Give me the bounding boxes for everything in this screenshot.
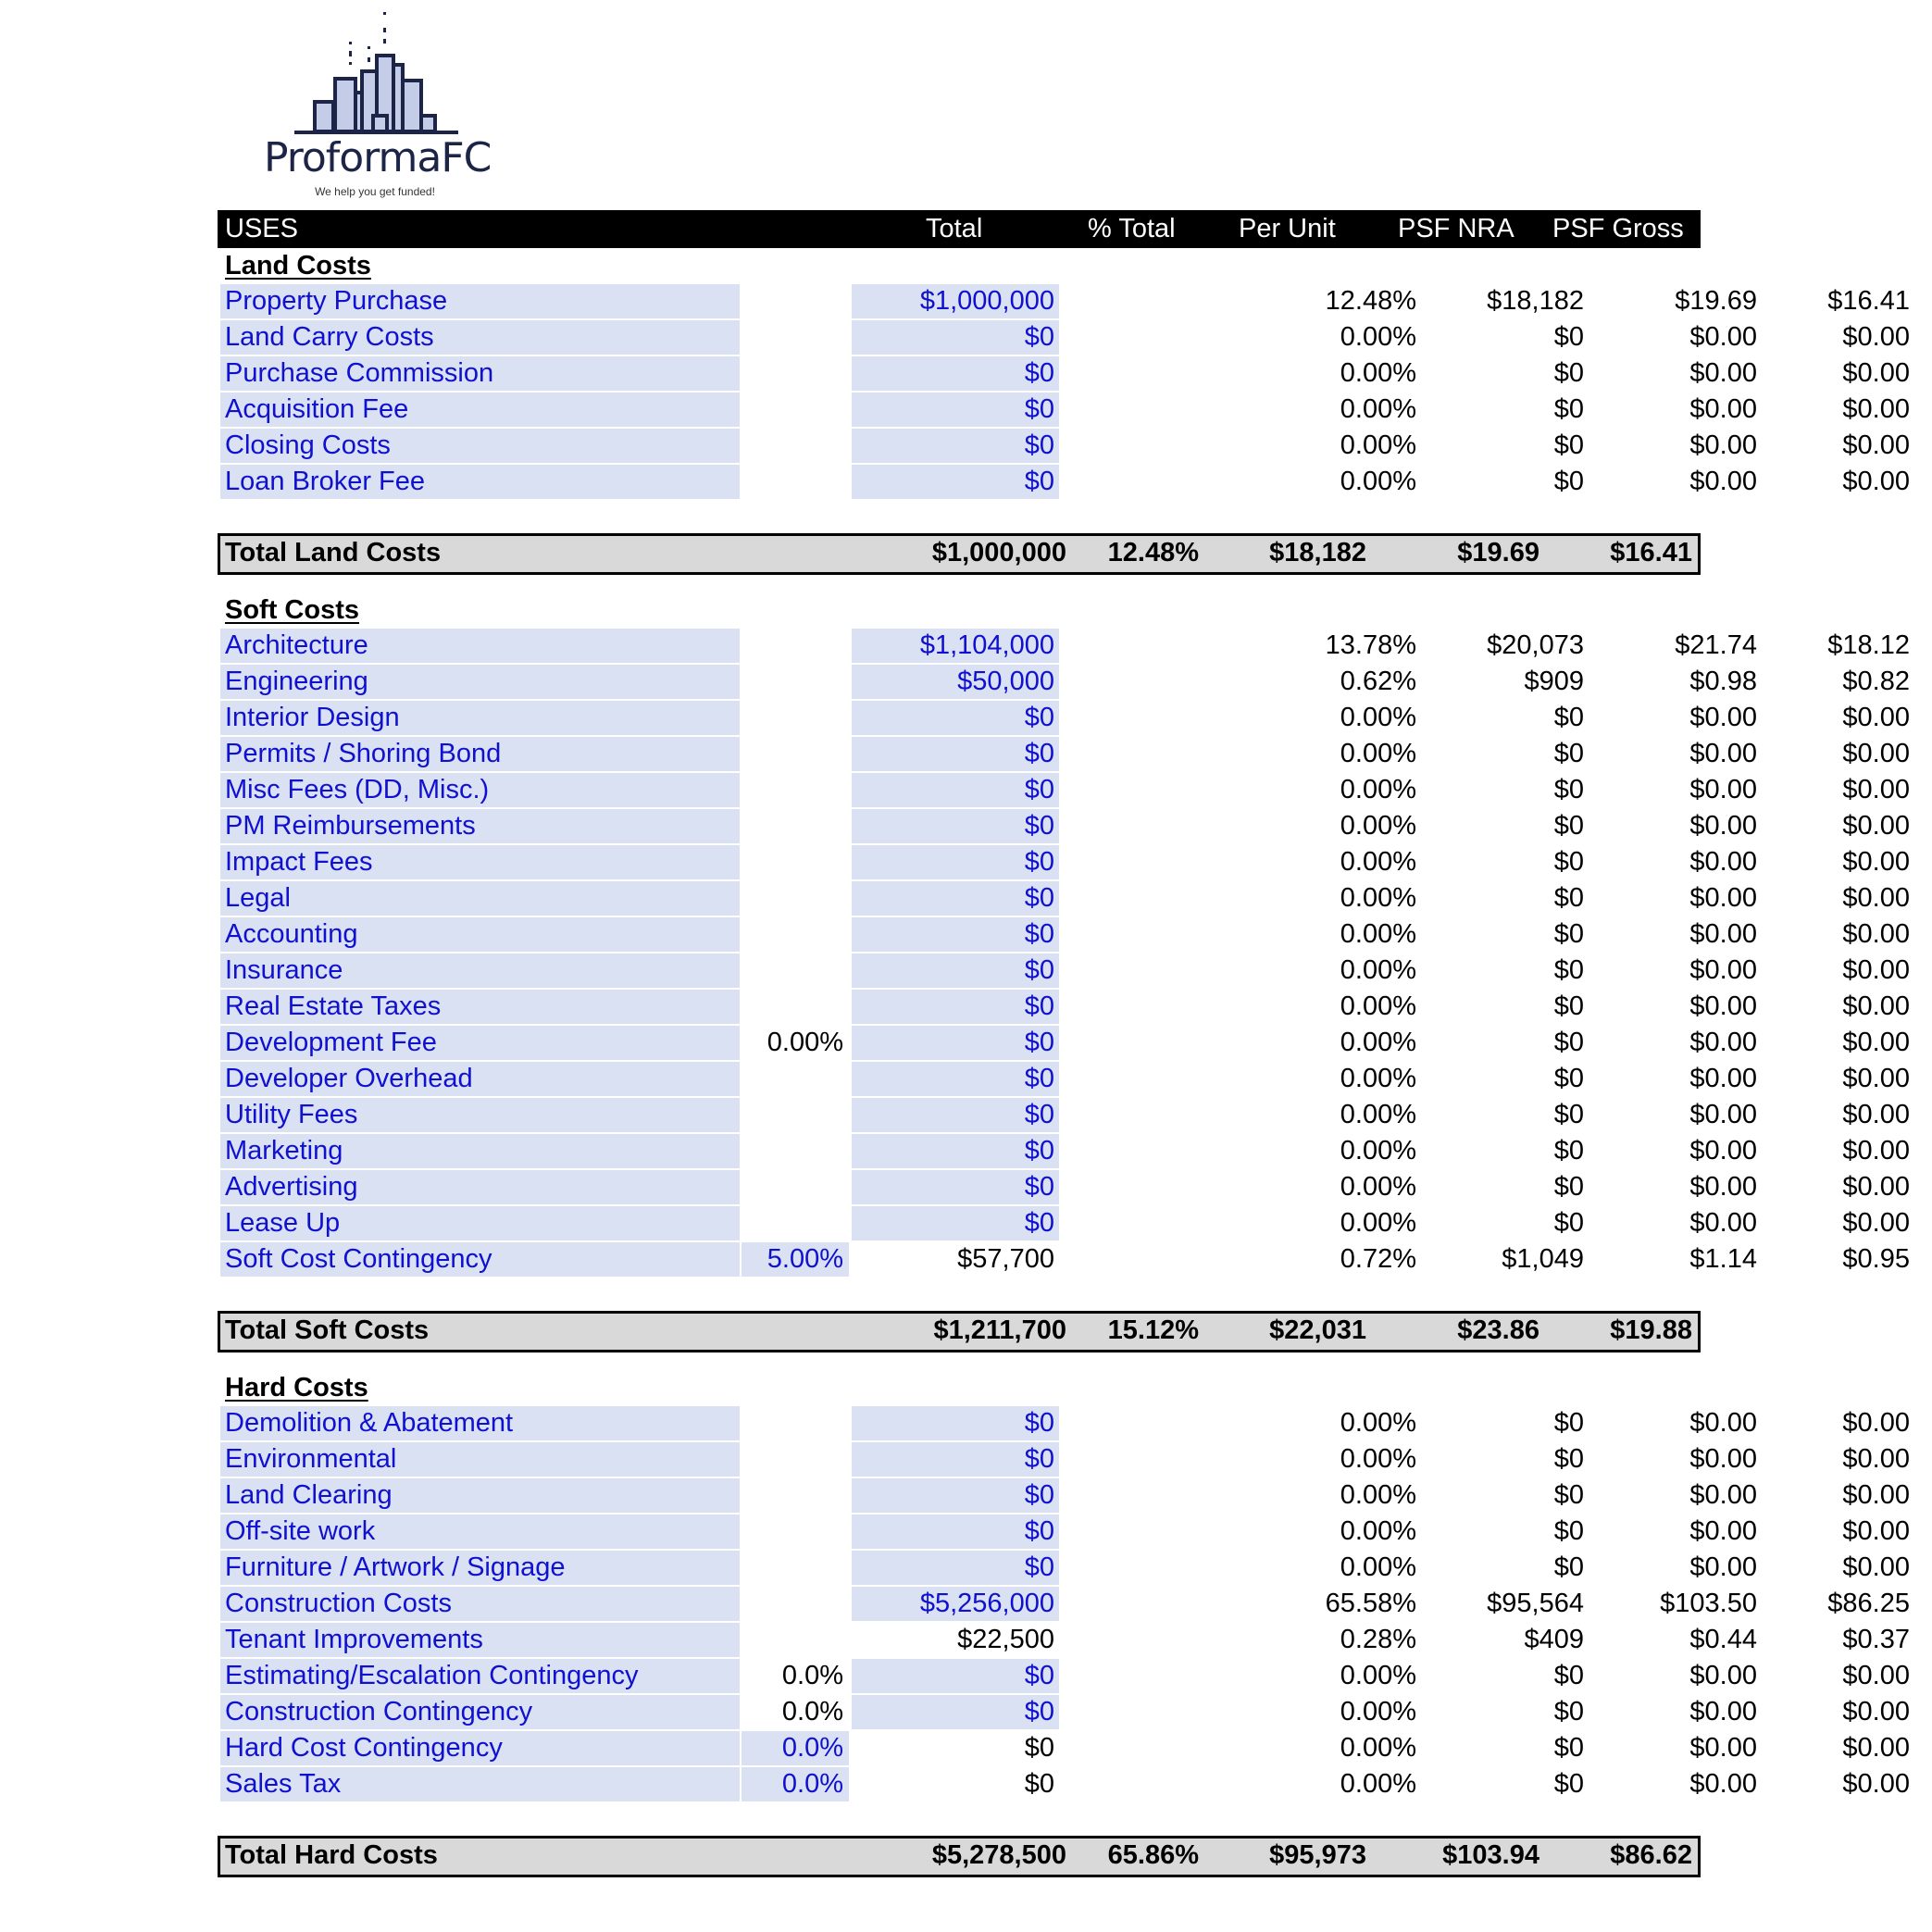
table-row-misc-fees-dd-misc: [218, 773, 1910, 809]
row-total[interactable]: $0: [852, 881, 1059, 916]
row-psf-gross: $16.41: [1827, 286, 1910, 316]
section-title: Land Costs: [225, 251, 371, 280]
row-total[interactable]: $0: [852, 917, 1059, 952]
section-title-soft-costs: [218, 592, 1701, 629]
row-per-unit: $0: [1553, 1208, 1584, 1238]
row-label: PM Reimbursements: [220, 809, 740, 843]
row-psf-gross: $18.12: [1827, 630, 1910, 660]
row-psf-gross: $0.00: [1842, 1480, 1910, 1510]
row-total[interactable]: $0: [852, 809, 1059, 843]
row-label: Utility Fees: [220, 1098, 740, 1132]
row-total[interactable]: $0: [852, 1695, 1059, 1729]
row-psf-nra: $0.00: [1689, 703, 1757, 732]
row-label: Tenant Improvements: [220, 1623, 740, 1657]
row-total[interactable]: $0: [852, 737, 1059, 771]
row-psf-gross: $0.00: [1842, 1028, 1910, 1057]
table-row-real-estate-taxes: [218, 990, 1910, 1026]
row-psf-nra: $0.00: [1689, 1028, 1757, 1057]
section-title: Soft Costs: [225, 595, 359, 625]
row-psf-gross: $0.00: [1842, 919, 1910, 949]
row-label: Interior Design: [220, 701, 740, 735]
row-pct-total: 0.00%: [1340, 883, 1416, 913]
row-per-unit: $0: [1553, 1028, 1584, 1057]
row-psf-nra: $0.00: [1689, 1408, 1757, 1438]
header-uses: USES: [225, 214, 298, 243]
total-psf-nra: $103.94: [1442, 1840, 1539, 1870]
row-pct-total: 0.00%: [1340, 1552, 1416, 1582]
table-row-engineering: [218, 665, 1910, 701]
table-row-utility-fees: [218, 1098, 1910, 1134]
row-per-unit: $0: [1553, 430, 1584, 460]
row-label: Hard Cost Contingency: [220, 1731, 740, 1765]
row-psf-nra: $0.00: [1689, 883, 1757, 913]
row-pct-total: 0.00%: [1340, 1100, 1416, 1129]
total-pct-total: 15.12%: [1107, 1315, 1199, 1345]
row-total[interactable]: $0: [852, 701, 1059, 735]
row-psf-gross: $86.25: [1827, 1589, 1910, 1618]
table-row-purchase-commission: [218, 356, 1910, 393]
row-psf-gross: $0.00: [1842, 1444, 1910, 1474]
row-total[interactable]: $0: [852, 1170, 1059, 1204]
row-label: Construction Contingency: [220, 1695, 740, 1729]
row-per-unit: $1,049: [1502, 1244, 1584, 1274]
row-per-unit: $0: [1553, 1733, 1584, 1763]
row-psf-gross: $0.00: [1842, 847, 1910, 877]
table-row-legal: [218, 881, 1910, 917]
row-pct-total: 0.00%: [1340, 991, 1416, 1021]
row-label: Off-site work: [220, 1514, 740, 1549]
total-psf-gross: $86.62: [1610, 1840, 1692, 1870]
total-psf-gross: $19.88: [1610, 1315, 1692, 1345]
row-psf-nra: $0.00: [1689, 811, 1757, 841]
row-label: Architecture: [220, 629, 740, 663]
row-pct-total: 0.00%: [1340, 322, 1416, 352]
row-psf-nra: $0.00: [1689, 775, 1757, 804]
row-pct-total: 0.72%: [1340, 1244, 1416, 1274]
row-label: Demolition & Abatement: [220, 1406, 740, 1440]
row-psf-gross: $0.00: [1842, 1516, 1910, 1546]
row-label: Impact Fees: [220, 845, 740, 879]
table-row-development-fee: [218, 1026, 1910, 1062]
row-total[interactable]: $0: [852, 429, 1059, 463]
row-percent-input: 0.0%: [781, 1661, 843, 1690]
row-label: Insurance: [220, 954, 740, 988]
row-psf-gross: $0.00: [1842, 430, 1910, 460]
row-per-unit: $0: [1553, 322, 1584, 352]
row-pct-total: 0.00%: [1340, 1516, 1416, 1546]
row-per-unit: $0: [1553, 955, 1584, 985]
row-psf-gross: $0.00: [1842, 955, 1910, 985]
row-total[interactable]: $0: [852, 1206, 1059, 1240]
row-psf-nra: $0.00: [1689, 991, 1757, 1021]
row-pct-total: 0.00%: [1340, 394, 1416, 424]
row-psf-nra: $1.14: [1689, 1244, 1757, 1274]
row-total: $0: [1024, 1733, 1054, 1763]
row-label: Land Clearing: [220, 1478, 740, 1513]
logo-tagline: We help you get funded!: [315, 185, 435, 198]
row-pct-total: 65.58%: [1325, 1589, 1416, 1618]
row-psf-nra: $0.00: [1689, 739, 1757, 768]
row-psf-nra: $0.00: [1689, 1552, 1757, 1582]
total-pct-total: 12.48%: [1107, 538, 1199, 567]
row-psf-nra: $0.98: [1689, 667, 1757, 696]
row-total: $57,700: [957, 1244, 1054, 1274]
row-psf-gross: $0.00: [1842, 703, 1910, 732]
row-per-unit: $0: [1553, 1444, 1584, 1474]
row-psf-nra: $0.44: [1689, 1625, 1757, 1654]
row-pct-total: 0.00%: [1340, 811, 1416, 841]
row-psf-gross: $0.00: [1842, 1100, 1910, 1129]
row-pct-total: 0.00%: [1340, 955, 1416, 985]
table-row-interior-design: [218, 701, 1910, 737]
row-per-unit: $0: [1553, 1769, 1584, 1799]
row-psf-nra: $0.00: [1689, 1208, 1757, 1238]
row-label: Accounting: [220, 917, 740, 952]
row-per-unit: $0: [1553, 811, 1584, 841]
row-pct-total: 0.00%: [1340, 1064, 1416, 1093]
row-pct-total: 0.00%: [1340, 847, 1416, 877]
header-per-unit: Per Unit: [1239, 214, 1336, 243]
row-label: Developer Overhead: [220, 1062, 740, 1096]
row-psf-nra: $0.00: [1689, 467, 1757, 496]
row-label: Legal: [220, 881, 740, 916]
row-per-unit: $0: [1553, 775, 1584, 804]
row-per-unit: $0: [1553, 1136, 1584, 1165]
row-psf-gross: $0.00: [1842, 1769, 1910, 1799]
table-row-loan-broker-fee: [218, 465, 1910, 501]
table-row-environmental: [218, 1442, 1910, 1478]
row-psf-nra: $0.00: [1689, 1136, 1757, 1165]
row-per-unit: $0: [1553, 1552, 1584, 1582]
total-row-hard-costs: [218, 1836, 1701, 1877]
row-per-unit: $20,073: [1487, 630, 1584, 660]
row-psf-gross: $0.00: [1842, 1408, 1910, 1438]
row-total[interactable]: $1,000,000: [852, 284, 1059, 318]
row-pct-total: 0.00%: [1340, 1733, 1416, 1763]
table-row-pm-reimbursements: [218, 809, 1910, 845]
row-per-unit: $0: [1553, 394, 1584, 424]
row-pct-total: 0.00%: [1340, 739, 1416, 768]
row-per-unit: $0: [1553, 1172, 1584, 1202]
row-psf-nra: $0.00: [1689, 394, 1757, 424]
total-value: $1,000,000: [931, 538, 1066, 567]
row-psf-nra: $0.00: [1689, 322, 1757, 352]
total-psf-nra: $23.86: [1457, 1315, 1539, 1345]
table-row-developer-overhead: [218, 1062, 1910, 1098]
row-psf-nra: $0.00: [1689, 1516, 1757, 1546]
row-pct-total: 0.00%: [1340, 1408, 1416, 1438]
row-pct-total: 12.48%: [1325, 286, 1416, 316]
row-pct-total: 0.00%: [1340, 703, 1416, 732]
row-label: Closing Costs: [220, 429, 740, 463]
row-psf-nra: $0.00: [1689, 847, 1757, 877]
row-label: Loan Broker Fee: [220, 465, 740, 499]
row-per-unit: $0: [1553, 1408, 1584, 1438]
row-pct-total: 0.00%: [1340, 1480, 1416, 1510]
header-total: Total: [926, 214, 983, 243]
row-psf-gross: $0.82: [1842, 667, 1910, 696]
row-pct-total: 0.00%: [1340, 1172, 1416, 1202]
row-label: Construction Costs: [220, 1587, 740, 1621]
table-row-tenant-improvements: [218, 1623, 1910, 1659]
row-label: Permits / Shoring Bond: [220, 737, 740, 771]
row-total: $0: [1024, 1769, 1054, 1799]
header-psf-gross: PSF Gross: [1552, 214, 1684, 243]
table-row-hard-cost-contingency: [218, 1731, 1910, 1767]
table-row-permits-shoring-bond: [218, 737, 1910, 773]
total-value: $5,278,500: [931, 1840, 1066, 1870]
total-per-unit: $18,182: [1269, 538, 1366, 567]
row-pct-total: 13.78%: [1325, 630, 1416, 660]
row-total[interactable]: $0: [852, 1442, 1059, 1477]
row-psf-gross: $0.00: [1842, 1172, 1910, 1202]
row-per-unit: $0: [1553, 919, 1584, 949]
row-label: Furniture / Artwork / Signage: [220, 1551, 740, 1585]
row-label: Land Carry Costs: [220, 320, 740, 355]
row-pct-total: 0.00%: [1340, 1769, 1416, 1799]
row-total[interactable]: $5,256,000: [852, 1587, 1059, 1621]
table-row-marketing: [218, 1134, 1910, 1170]
row-pct-total: 0.00%: [1340, 358, 1416, 388]
row-psf-gross: $0.00: [1842, 1661, 1910, 1690]
total-per-unit: $22,031: [1269, 1315, 1366, 1345]
row-total[interactable]: $0: [852, 773, 1059, 807]
header-row: [218, 210, 1701, 248]
row-label: Real Estate Taxes: [220, 990, 740, 1024]
row-percent-input[interactable]: 0.0%: [742, 1731, 849, 1765]
row-psf-gross: $0.00: [1842, 1136, 1910, 1165]
row-label: Marketing: [220, 1134, 740, 1168]
total-row-land-costs: [218, 533, 1701, 575]
row-psf-nra: $0.00: [1689, 1064, 1757, 1093]
row-psf-gross: $0.00: [1842, 1697, 1910, 1726]
row-total[interactable]: $0: [852, 845, 1059, 879]
row-total[interactable]: $0: [852, 1478, 1059, 1513]
table-row-lease-up: [218, 1206, 1910, 1242]
total-label: Total Land Costs: [225, 538, 442, 567]
row-label: Property Purchase: [220, 284, 740, 318]
row-total[interactable]: $0: [852, 954, 1059, 988]
row-pct-total: 0.62%: [1340, 667, 1416, 696]
row-total[interactable]: $1,104,000: [852, 629, 1059, 663]
row-total[interactable]: $0: [852, 1514, 1059, 1549]
table-row-property-purchase: [218, 284, 1910, 320]
total-label: Total Soft Costs: [225, 1315, 430, 1345]
row-total[interactable]: $0: [852, 990, 1059, 1024]
row-psf-nra: $0.00: [1689, 1769, 1757, 1799]
row-psf-gross: $0.95: [1842, 1244, 1910, 1274]
row-label: Lease Up: [220, 1206, 740, 1240]
table-row-advertising: [218, 1170, 1910, 1206]
section-title-hard-costs: [218, 1370, 1701, 1406]
row-pct-total: 0.00%: [1340, 1208, 1416, 1238]
row-psf-gross: $0.37: [1842, 1625, 1910, 1654]
row-pct-total: 0.00%: [1340, 430, 1416, 460]
total-row-soft-costs: [218, 1311, 1701, 1352]
row-pct-total: 0.00%: [1340, 1136, 1416, 1165]
row-psf-gross: $0.00: [1842, 1064, 1910, 1093]
row-total[interactable]: $0: [852, 1026, 1059, 1060]
row-per-unit: $0: [1553, 991, 1584, 1021]
total-value: $1,211,700: [933, 1315, 1066, 1345]
table-row-off-site-work: [218, 1514, 1910, 1551]
row-psf-gross: $0.00: [1842, 467, 1910, 496]
row-total[interactable]: $0: [852, 1134, 1059, 1168]
total-pct-total: 65.86%: [1107, 1840, 1199, 1870]
row-per-unit: $409: [1524, 1625, 1584, 1654]
row-psf-nra: $19.69: [1675, 286, 1757, 316]
row-per-unit: $0: [1553, 1661, 1584, 1690]
row-per-unit: $0: [1553, 1480, 1584, 1510]
row-percent-input[interactable]: 0.0%: [742, 1767, 849, 1801]
row-total[interactable]: $0: [852, 1406, 1059, 1440]
row-psf-gross: $0.00: [1842, 775, 1910, 804]
section-title-land-costs: [218, 248, 1701, 284]
uses-table: [218, 210, 1910, 1877]
row-per-unit: $0: [1553, 1516, 1584, 1546]
row-per-unit: $0: [1553, 467, 1584, 496]
row-psf-gross: $0.00: [1842, 1208, 1910, 1238]
row-pct-total: 0.00%: [1340, 1444, 1416, 1474]
row-psf-gross: $0.00: [1842, 883, 1910, 913]
row-label: Acquisition Fee: [220, 393, 740, 427]
row-psf-nra: $0.00: [1689, 1480, 1757, 1510]
table-row-soft-cost-contingency: [218, 1242, 1910, 1278]
table-row-estimating-escalation-contingency: [218, 1659, 1910, 1695]
row-psf-gross: $0.00: [1842, 1552, 1910, 1582]
header-pct-total: % Total: [1088, 214, 1176, 243]
row-total[interactable]: $0: [852, 1098, 1059, 1132]
table-row-accounting: [218, 917, 1910, 954]
row-per-unit: $0: [1553, 739, 1584, 768]
section-title: Hard Costs: [225, 1373, 368, 1402]
logo-name: ProformaFC: [264, 134, 492, 181]
table-row-insurance: [218, 954, 1910, 990]
row-total[interactable]: $0: [852, 465, 1059, 499]
row-per-unit: $0: [1553, 883, 1584, 913]
row-psf-gross: $0.00: [1842, 394, 1910, 424]
row-per-unit: $0: [1553, 1100, 1584, 1129]
row-label: Sales Tax: [220, 1767, 740, 1801]
row-psf-nra: $0.00: [1689, 955, 1757, 985]
row-per-unit: $0: [1553, 1064, 1584, 1093]
table-row-sales-tax: [218, 1767, 1910, 1803]
row-psf-gross: $0.00: [1842, 322, 1910, 352]
row-per-unit: $909: [1524, 667, 1584, 696]
row-psf-gross: $0.00: [1842, 739, 1910, 768]
row-per-unit: $95,564: [1487, 1589, 1584, 1618]
total-per-unit: $95,973: [1269, 1840, 1366, 1870]
row-percent-input: 0.0%: [781, 1697, 843, 1726]
table-row-closing-costs: [218, 429, 1910, 465]
row-pct-total: 0.00%: [1340, 1028, 1416, 1057]
row-per-unit: $0: [1553, 703, 1584, 732]
city-buildings-icon: [264, 5, 486, 134]
row-total[interactable]: $50,000: [852, 665, 1059, 699]
row-pct-total: 0.00%: [1340, 467, 1416, 496]
row-psf-gross: $0.00: [1842, 991, 1910, 1021]
row-psf-gross: $0.00: [1842, 358, 1910, 388]
row-pct-total: 0.00%: [1340, 919, 1416, 949]
row-psf-nra: $0.00: [1689, 358, 1757, 388]
row-psf-nra: $0.00: [1689, 1172, 1757, 1202]
row-label: Development Fee: [220, 1026, 740, 1060]
row-pct-total: 0.00%: [1340, 1661, 1416, 1690]
row-label: Soft Cost Contingency: [220, 1242, 740, 1277]
row-per-unit: $0: [1553, 847, 1584, 877]
row-label: Estimating/Escalation Contingency: [220, 1659, 740, 1693]
table-row-acquisition-fee: [218, 393, 1910, 429]
row-total[interactable]: $0: [852, 393, 1059, 427]
row-per-unit: $18,182: [1487, 286, 1584, 316]
row-total: $22,500: [957, 1625, 1054, 1654]
row-label: Advertising: [220, 1170, 740, 1204]
row-label: Engineering: [220, 665, 740, 699]
row-label: Purchase Commission: [220, 356, 740, 391]
row-label: Environmental: [220, 1442, 740, 1477]
total-psf-gross: $16.41: [1610, 538, 1692, 567]
table-row-land-carry-costs: [218, 320, 1910, 356]
row-psf-nra: $0.00: [1689, 1444, 1757, 1474]
header-psf-nra: PSF NRA: [1398, 214, 1514, 243]
row-total[interactable]: $0: [852, 356, 1059, 391]
row-pct-total: 0.00%: [1340, 775, 1416, 804]
row-pct-total: 0.00%: [1340, 1697, 1416, 1726]
row-per-unit: $0: [1553, 358, 1584, 388]
table-row-construction-contingency: [218, 1695, 1910, 1731]
row-psf-nra: $0.00: [1689, 1697, 1757, 1726]
row-psf-nra: $21.74: [1675, 630, 1757, 660]
logo: [264, 5, 492, 199]
row-percent-input: 0.00%: [767, 1028, 843, 1057]
total-label: Total Hard Costs: [225, 1840, 438, 1870]
table-row-architecture: [218, 629, 1910, 665]
row-psf-nra: $0.00: [1689, 919, 1757, 949]
table-row-demolition-abatement: [218, 1406, 1910, 1442]
row-psf-nra: $0.00: [1689, 1733, 1757, 1763]
total-psf-nra: $19.69: [1457, 538, 1539, 567]
row-per-unit: $0: [1553, 1697, 1584, 1726]
row-total[interactable]: $0: [852, 320, 1059, 355]
row-psf-gross: $0.00: [1842, 1733, 1910, 1763]
table-row-construction-costs: [218, 1587, 1910, 1623]
row-psf-gross: $0.00: [1842, 811, 1910, 841]
row-total[interactable]: $0: [852, 1551, 1059, 1585]
row-psf-nra: $0.00: [1689, 1100, 1757, 1129]
row-percent-input[interactable]: 5.00%: [742, 1242, 849, 1277]
row-label: Misc Fees (DD, Misc.): [220, 773, 740, 807]
row-psf-nra: $0.00: [1689, 1661, 1757, 1690]
row-total[interactable]: $0: [852, 1659, 1059, 1693]
table-row-land-clearing: [218, 1478, 1910, 1514]
row-psf-nra: $0.00: [1689, 430, 1757, 460]
row-psf-nra: $103.50: [1660, 1589, 1757, 1618]
table-row-furniture-artwork-signage: [218, 1551, 1910, 1587]
row-total[interactable]: $0: [852, 1062, 1059, 1096]
row-pct-total: 0.28%: [1340, 1625, 1416, 1654]
table-row-impact-fees: [218, 845, 1910, 881]
